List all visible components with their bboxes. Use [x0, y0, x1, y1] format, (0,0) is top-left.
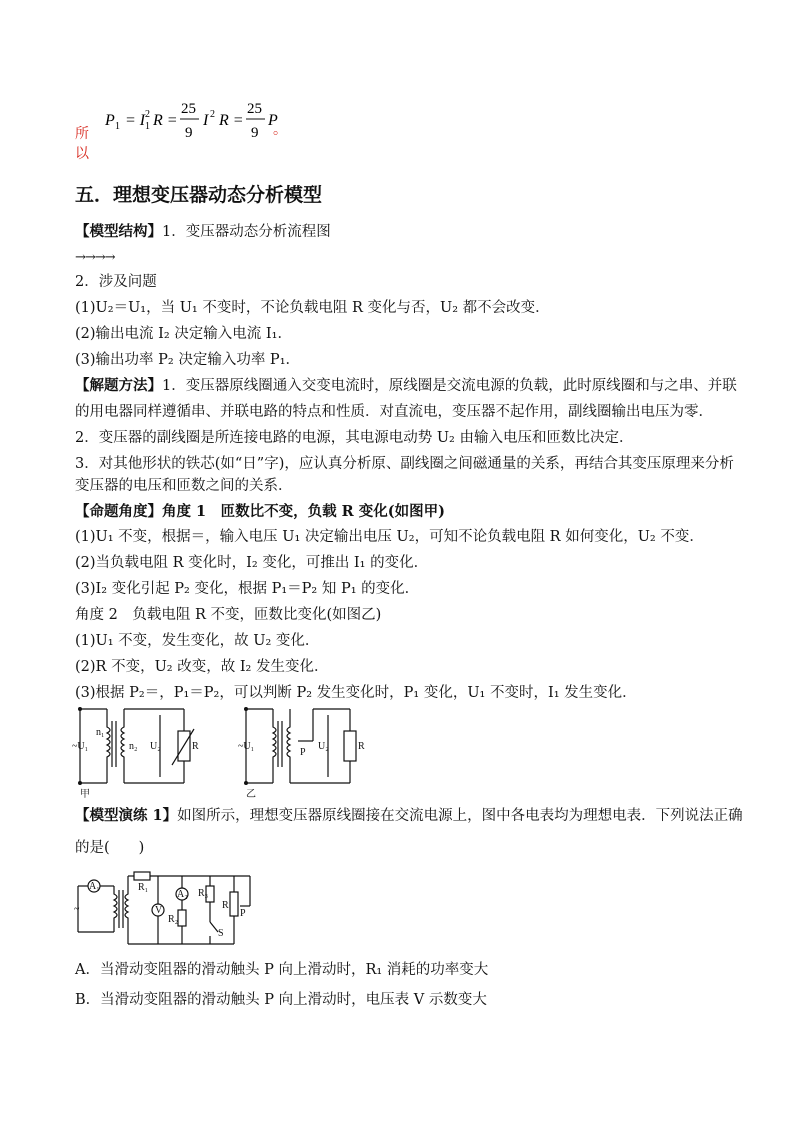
text-line: (3)I₂ 变化引起 P₂ 变化，根据 P₁＝P₂ 知 P₁ 的变化．: [75, 581, 420, 597]
text-line: (3)输出功率 P₂ 决定输入功率 P₁．: [75, 352, 301, 368]
flow-arrows: →→→→: [75, 250, 115, 265]
formula-p: P: [268, 112, 278, 129]
drill-tag: 【模型演练 1】: [75, 807, 178, 824]
text-line: 的用电器同样遵循串、并联电路的特点和性质．对直流电，变压器不起作用，副线圈输出电压为零．: [75, 404, 713, 420]
transformer-figure-yi: [238, 705, 378, 800]
text-line: 的是( ): [75, 840, 145, 856]
text-line: (1)U₁ 不变，发生变化，故 U₂ 变化．: [75, 633, 320, 649]
text-line: (2)输出电流 I₂ 决定输入电流 I₁．: [75, 326, 292, 342]
section-heading: 五．理想变压器动态分析模型: [75, 184, 323, 206]
jia-u2: U₂: [150, 741, 161, 752]
jia-u1: ~U₁: [72, 741, 89, 752]
formula-svg: [103, 95, 323, 155]
formula-sq2: 2: [210, 109, 215, 120]
text-line: (3)根据 P₂＝，P₁＝P₂，可以判断 P₂ 发生变化时，P₁ 变化，U₁ 不变时，I₁ 发生变化．: [75, 685, 637, 701]
transformer-figure-jia: [72, 705, 212, 800]
formula-end: 。: [273, 122, 287, 138]
angle-line: [75, 502, 445, 522]
method-tag: 【解题方法】: [75, 377, 162, 394]
text-line: (2)R 不变，U₂ 改变，故 I₂ 发生变化．: [75, 659, 329, 675]
structure-text: 1．变压器动态分析流程图: [162, 224, 331, 240]
yi-p: P: [300, 747, 306, 758]
jia-n1: n₁: [96, 727, 105, 738]
drill-s: S: [218, 928, 224, 939]
drill-a2: A₂: [177, 889, 188, 900]
text-line: (1)U₁ 不变，根据＝，输入电压 U₁ 决定输出电压 U₂，可知不论负载电阻 R 如何变化，U₂ 不变．: [75, 529, 704, 545]
formula-i2: I: [203, 112, 209, 129]
option-a: A．当滑动变阻器的滑动触头 P 向上滑动时，R₁ 消耗的功率变大: [75, 962, 489, 978]
jia-n2: n₂: [129, 741, 138, 752]
text-line: 2．涉及问题: [75, 274, 157, 290]
text-line: (2)当负载电阻 R 变化时，I₂ 变化，可推出 I₁ 的变化．: [75, 555, 429, 571]
formula-i1-sub: 1: [145, 121, 150, 132]
option-b: B．当滑动变阻器的滑动触头 P 向上滑动时，电压表 V 示数变大: [75, 992, 487, 1008]
text-line: 角度 2 负载电阻 R 不变，匝数比变化(如图乙): [75, 607, 382, 623]
drill-source: ~: [74, 904, 80, 915]
structure-line: [75, 222, 331, 242]
frac1-num: 25: [181, 101, 196, 117]
drill-r2: R₂: [168, 914, 179, 925]
formula-prefix: 所以: [75, 126, 89, 162]
text-line: (1)U₂＝U₁，当 U₁ 不变时，不论负载电阻 R 变化与否，U₂ 都不会改变．: [75, 300, 550, 316]
drill-v: V: [155, 905, 163, 916]
text-line: 3．对其他形状的铁芯(如“日”字)，应认真分析原、副线圈之间磁通量的关系，再结合其变压原理来分析: [75, 456, 734, 472]
frac2-den: 9: [251, 125, 259, 141]
drill-r: R: [222, 900, 229, 911]
formula-r1: R =: [153, 112, 178, 129]
yi-u1: ~U₁: [238, 741, 255, 752]
text-line: 变压器的电压和匝数之间的关系．: [75, 478, 293, 494]
formula-p1-sub: 1: [115, 121, 120, 132]
text-line: 2．变压器的副线圈是所连接电路的电源，其电源电动势 U₂ 由输入电压和匝数比决定．: [75, 430, 634, 446]
drill-line: [75, 806, 743, 826]
structure-tag: 【模型结构】: [75, 223, 162, 240]
formula-eq1: = I: [125, 112, 146, 129]
drill-text: 如图所示，理想变压器原线圈接在交流电源上，图中各电表均为理想电表．下列说法正确: [177, 808, 743, 824]
frac2-num: 25: [247, 101, 262, 117]
drill-a1: A₁: [89, 881, 100, 892]
method-text: 1．变压器原线圈通入交变电流时，原线圈是交流电源的负载，此时原线圈和与之串、并联: [162, 378, 737, 394]
formula-p1: P: [105, 112, 115, 129]
yi-r: R: [358, 741, 365, 752]
angle-tag: 【命题角度】: [75, 503, 162, 520]
jia-caption: 甲: [80, 789, 90, 800]
drill-p: P: [240, 908, 246, 919]
angle1-text: 角度 1 匝数比不变，负载 R 变化(如图甲): [162, 503, 446, 520]
frac1-den: 9: [185, 125, 193, 141]
method-line: [75, 376, 737, 396]
yi-u2: U₂: [318, 741, 329, 752]
jia-r: R: [192, 741, 199, 752]
drill-circuit-figure: [72, 866, 262, 946]
formula-sq: 2: [145, 109, 150, 120]
drill-r1: R₁: [138, 882, 149, 893]
formula-r2: R =: [219, 112, 244, 129]
yi-caption: 乙: [246, 789, 256, 800]
drill-r3: R₃: [198, 888, 209, 899]
